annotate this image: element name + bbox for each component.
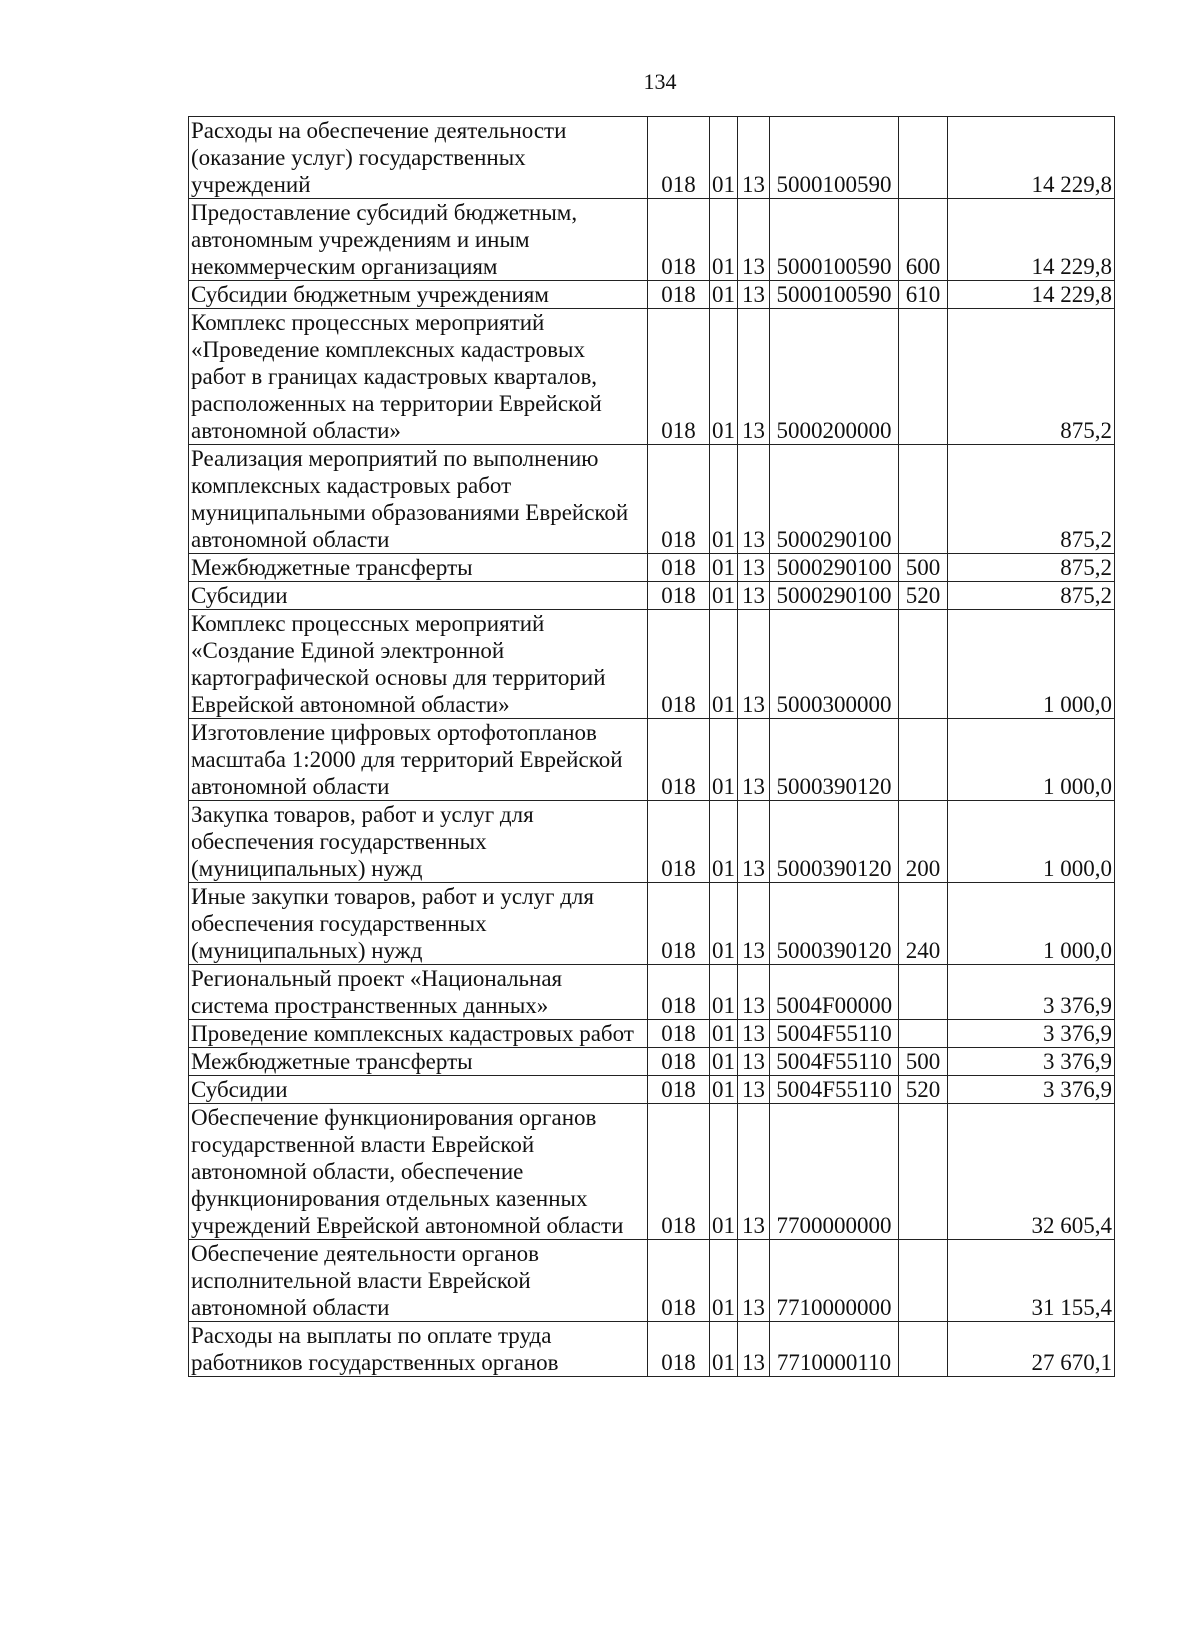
row-name: Проведение комплексных кадастровых работ — [189, 1020, 648, 1048]
row-name: Субсидии бюджетным учреждениям — [189, 281, 648, 309]
target-article: 5000390120 — [770, 883, 899, 965]
table-body — [189, 117, 1115, 1377]
table-row — [189, 1048, 1115, 1076]
ministry-code: 018 — [648, 199, 710, 281]
amount: 3 376,9 — [948, 1020, 1115, 1048]
table-row — [189, 445, 1115, 554]
subsection-code: 13 — [738, 1076, 770, 1104]
amount: 27 670,1 — [948, 1322, 1115, 1377]
target-article: 7710000000 — [770, 1240, 899, 1322]
subsection-code: 13 — [738, 117, 770, 199]
table-row — [189, 1104, 1115, 1240]
table-row — [189, 1322, 1115, 1377]
ministry-code: 018 — [648, 1076, 710, 1104]
table-row — [189, 1076, 1115, 1104]
row-name: Расходы на обеспечение деятельности (оказание услуг) государственных учреждений — [189, 117, 648, 199]
section-code: 01 — [710, 883, 738, 965]
section-code: 01 — [710, 1048, 738, 1076]
table-row — [189, 965, 1115, 1020]
target-article: 7710000110 — [770, 1322, 899, 1377]
expense-type — [899, 1322, 948, 1377]
amount: 875,2 — [948, 582, 1115, 610]
section-code: 01 — [710, 719, 738, 801]
amount: 31 155,4 — [948, 1240, 1115, 1322]
row-name: Межбюджетные трансферты — [189, 1048, 648, 1076]
amount: 875,2 — [948, 309, 1115, 445]
table-row — [189, 117, 1115, 199]
row-name: Субсидии — [189, 582, 648, 610]
expense-type — [899, 610, 948, 719]
expense-type: 520 — [899, 582, 948, 610]
ministry-code: 018 — [648, 281, 710, 309]
section-code: 01 — [710, 281, 738, 309]
row-name: Предоставление субсидий бюджетным, автономным учреждениям и иным некоммерческим организациям — [189, 199, 648, 281]
expense-type — [899, 1020, 948, 1048]
target-article: 5004F55110 — [770, 1076, 899, 1104]
amount: 14 229,8 — [948, 117, 1115, 199]
target-article: 5000200000 — [770, 309, 899, 445]
table-row — [189, 554, 1115, 582]
subsection-code: 13 — [738, 309, 770, 445]
ministry-code: 018 — [648, 801, 710, 883]
amount: 1 000,0 — [948, 719, 1115, 801]
target-article: 5000300000 — [770, 610, 899, 719]
table-row — [189, 582, 1115, 610]
section-code: 01 — [710, 965, 738, 1020]
row-name: Обеспечение функционирования органов государственной власти Еврейской автономной области, обеспечение функционирования отдельных казенных учреждений Еврейской автономной области — [189, 1104, 648, 1240]
expense-type — [899, 117, 948, 199]
expense-type: 500 — [899, 1048, 948, 1076]
amount: 1 000,0 — [948, 610, 1115, 719]
row-name: Региональный проект «Национальная система пространственных данных» — [189, 965, 648, 1020]
subsection-code: 13 — [738, 801, 770, 883]
expense-type — [899, 965, 948, 1020]
section-code: 01 — [710, 309, 738, 445]
amount: 875,2 — [948, 445, 1115, 554]
ministry-code: 018 — [648, 1020, 710, 1048]
expense-type: 600 — [899, 199, 948, 281]
subsection-code: 13 — [738, 1104, 770, 1240]
row-name: Закупка товаров, работ и услуг для обеспечения государственных (муниципальных) нужд — [189, 801, 648, 883]
section-code: 01 — [710, 801, 738, 883]
row-name: Иные закупки товаров, работ и услуг для обеспечения государственных (муниципальных) нужд — [189, 883, 648, 965]
target-article: 5000100590 — [770, 117, 899, 199]
amount: 3 376,9 — [948, 1076, 1115, 1104]
ministry-code: 018 — [648, 965, 710, 1020]
ministry-code: 018 — [648, 117, 710, 199]
table-row — [189, 719, 1115, 801]
table-row — [189, 610, 1115, 719]
target-article: 7700000000 — [770, 1104, 899, 1240]
amount: 3 376,9 — [948, 1048, 1115, 1076]
subsection-code: 13 — [738, 1020, 770, 1048]
table-row — [189, 281, 1115, 309]
table-row — [189, 309, 1115, 445]
expense-type: 200 — [899, 801, 948, 883]
section-code: 01 — [710, 1076, 738, 1104]
row-name: Обеспечение деятельности органов исполнительной власти Еврейской автономной области — [189, 1240, 648, 1322]
section-code: 01 — [710, 610, 738, 719]
subsection-code: 13 — [738, 1048, 770, 1076]
row-name: Комплекс процессных мероприятий «Создание Единой электронной картографической основы для территорий Еврейской автономной области» — [189, 610, 648, 719]
subsection-code: 13 — [738, 281, 770, 309]
amount: 3 376,9 — [948, 965, 1115, 1020]
ministry-code: 018 — [648, 1240, 710, 1322]
target-article: 5004F55110 — [770, 1020, 899, 1048]
expense-type: 240 — [899, 883, 948, 965]
amount: 14 229,8 — [948, 281, 1115, 309]
ministry-code: 018 — [648, 554, 710, 582]
row-name: Изготовление цифровых ортофотопланов масштаба 1:2000 для территорий Еврейской автономной области — [189, 719, 648, 801]
subsection-code: 13 — [738, 199, 770, 281]
target-article: 5000290100 — [770, 445, 899, 554]
ministry-code: 018 — [648, 1104, 710, 1240]
section-code: 01 — [710, 199, 738, 281]
expense-type — [899, 719, 948, 801]
row-name: Комплекс процессных мероприятий «Проведение комплексных кадастровых работ в границах кадастровых кварталов, расположенных на территории Еврейской автономной области» — [189, 309, 648, 445]
target-article: 5000390120 — [770, 801, 899, 883]
ministry-code: 018 — [648, 1322, 710, 1377]
subsection-code: 13 — [738, 582, 770, 610]
subsection-code: 13 — [738, 883, 770, 965]
target-article: 5004F00000 — [770, 965, 899, 1020]
target-article: 5000100590 — [770, 281, 899, 309]
row-name: Межбюджетные трансферты — [189, 554, 648, 582]
table-row — [189, 199, 1115, 281]
ministry-code: 018 — [648, 445, 710, 554]
expense-type — [899, 1240, 948, 1322]
table-row — [189, 801, 1115, 883]
row-name: Реализация мероприятий по выполнению комплексных кадастровых работ муниципальными образованиями Еврейской автономной области — [189, 445, 648, 554]
expense-type: 520 — [899, 1076, 948, 1104]
row-name: Субсидии — [189, 1076, 648, 1104]
section-code: 01 — [710, 1020, 738, 1048]
ministry-code: 018 — [648, 719, 710, 801]
ministry-code: 018 — [648, 1048, 710, 1076]
section-code: 01 — [710, 117, 738, 199]
section-code: 01 — [710, 1104, 738, 1240]
amount: 1 000,0 — [948, 883, 1115, 965]
table-row — [189, 883, 1115, 965]
section-code: 01 — [710, 1322, 738, 1377]
ministry-code: 018 — [648, 582, 710, 610]
target-article: 5000290100 — [770, 582, 899, 610]
table-row — [189, 1020, 1115, 1048]
table-row — [189, 1240, 1115, 1322]
target-article: 5004F55110 — [770, 1048, 899, 1076]
subsection-code: 13 — [738, 965, 770, 1020]
expense-type — [899, 309, 948, 445]
page-number: 134 — [643, 69, 677, 94]
amount: 32 605,4 — [948, 1104, 1115, 1240]
section-code: 01 — [710, 1240, 738, 1322]
amount: 1 000,0 — [948, 801, 1115, 883]
target-article: 5000100590 — [770, 199, 899, 281]
amount: 875,2 — [948, 554, 1115, 582]
section-code: 01 — [710, 445, 738, 554]
expense-type: 500 — [899, 554, 948, 582]
subsection-code: 13 — [738, 1240, 770, 1322]
expense-type — [899, 445, 948, 554]
ministry-code: 018 — [648, 309, 710, 445]
ministry-code: 018 — [648, 883, 710, 965]
expense-type: 610 — [899, 281, 948, 309]
amount: 14 229,8 — [948, 199, 1115, 281]
subsection-code: 13 — [738, 1322, 770, 1377]
subsection-code: 13 — [738, 719, 770, 801]
target-article: 5000290100 — [770, 554, 899, 582]
target-article: 5000390120 — [770, 719, 899, 801]
subsection-code: 13 — [738, 554, 770, 582]
row-name: Расходы на выплаты по оплате труда работников государственных органов — [189, 1322, 648, 1377]
subsection-code: 13 — [738, 610, 770, 719]
section-code: 01 — [710, 582, 738, 610]
section-code: 01 — [710, 554, 738, 582]
expense-type — [899, 1104, 948, 1240]
subsection-code: 13 — [738, 445, 770, 554]
budget-table — [188, 116, 1115, 1377]
ministry-code: 018 — [648, 610, 710, 719]
